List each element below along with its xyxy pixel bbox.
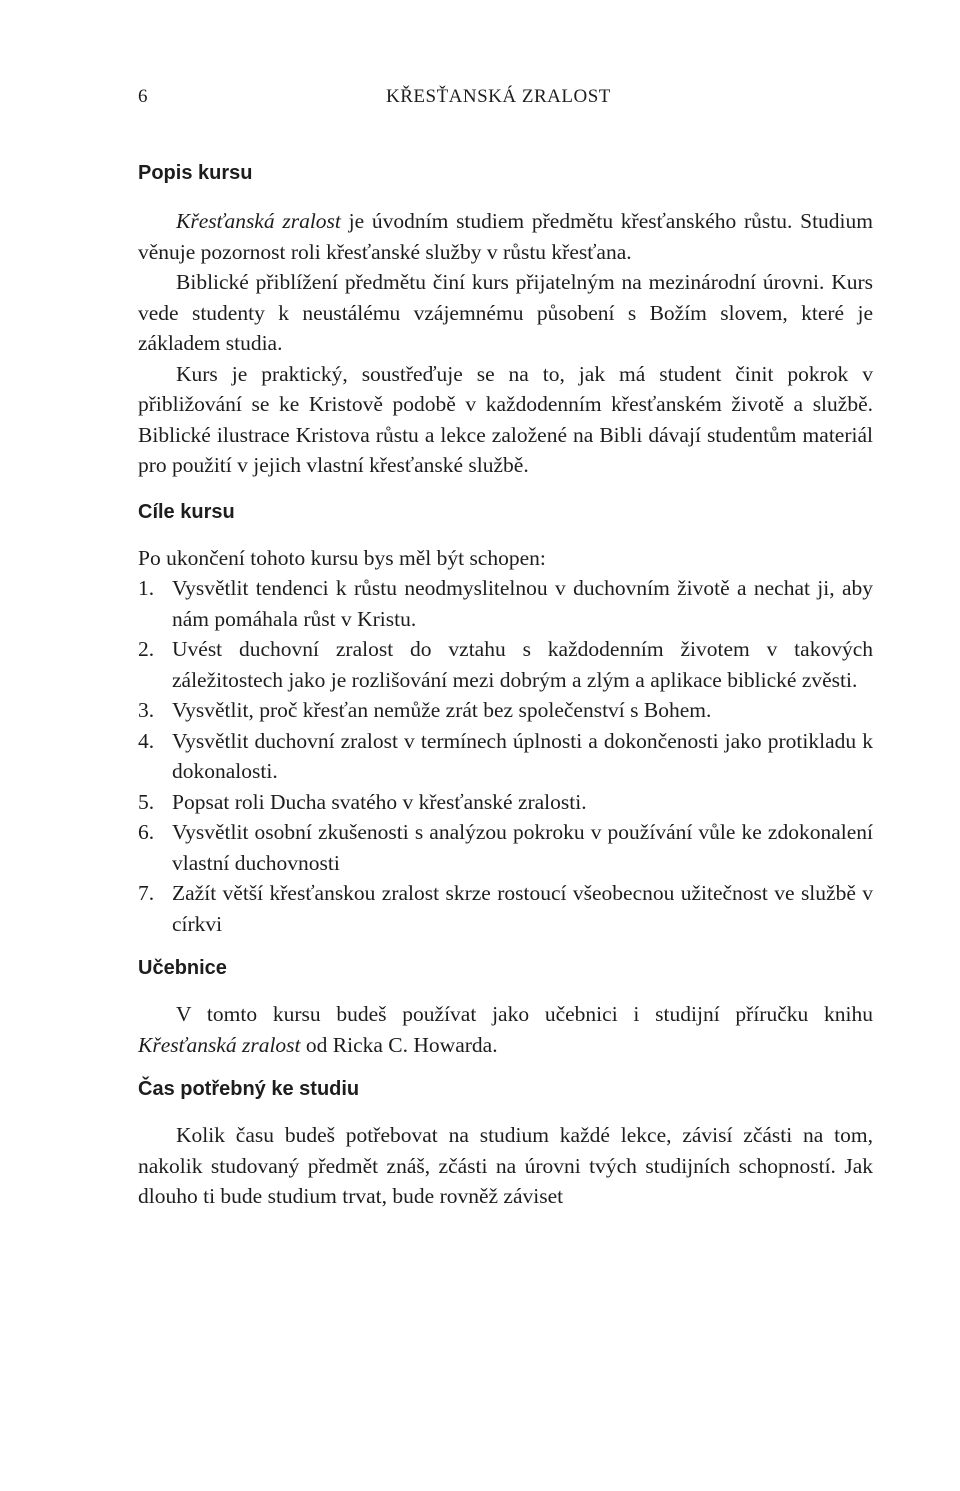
item-text: Vysvětlit tendenci k růstu neodmyslitelnou v duchovním životě a nechat ji, aby nám pomáhala růst v Kristu.: [172, 576, 873, 631]
paragraph-text: od Ricka C. Howarda.: [300, 1032, 498, 1057]
paragraph: [138, 999, 873, 1060]
paragraph-text: je úvodním studiem předmětu křesťanského růstu. Studium věnuje pozornost roli křesťanské služby v růstu křesťana.: [138, 209, 873, 264]
item-number: 4.: [138, 728, 155, 753]
page-number: 6: [138, 86, 148, 107]
list-item: [138, 573, 873, 634]
section-textbook: [138, 953, 873, 1060]
item-number: 2.: [138, 637, 155, 661]
item-number: 6.: [138, 820, 155, 844]
running-title: KŘESŤANSKÁ ZRALOST: [386, 86, 611, 107]
section-heading: Cíle kursu: [138, 500, 235, 523]
item-text: Zažít větší křesťanskou zralost skrze rostoucí všeobecnou užitečnost ve službě v církvi: [172, 881, 873, 936]
item-number: 1.: [138, 576, 155, 600]
item-text: Vysvětlit osobní zkušenosti s analýzou pokroku v používání vůle ke zdokonalení vlastní duchovnosti: [172, 820, 873, 875]
book-title: Křesťanská zralost: [176, 209, 341, 233]
paragraph-text: V tomto kursu budeš používat jako učebnici i studijní příručku knihu: [176, 1002, 873, 1026]
section-course-description: [138, 158, 873, 481]
item-number: 3.: [138, 698, 155, 722]
list-item: [138, 695, 873, 726]
item-text: Uvést duchovní zralost do vztahu s každodenním životem v takových záležitostech jako je rozlišování mezi dobrým a zlým a aplikace biblické zvěsti.: [172, 637, 873, 692]
book-title: Křesťanská zralost: [138, 1032, 301, 1057]
list-item: [138, 726, 873, 787]
section-heading: Učebnice: [138, 957, 227, 979]
section-heading: Popis kursu: [138, 162, 253, 184]
list-item: [138, 817, 873, 878]
item-number: 5.: [138, 789, 155, 814]
item-text: Vysvětlit, proč křesťan nemůže zrát bez společenství s Bohem.: [172, 698, 712, 722]
paragraph: Kolik času budeš potřebovat na studium každé lekce, závisí zčásti na tom, nakolik studovaný předmět znáš, zčásti na úrovni tvých studijních schopností. Jak dlouho ti bude studium trvat, bude rovněž záviset: [138, 1123, 873, 1208]
list-item: [138, 878, 873, 939]
item-number: 7.: [138, 881, 155, 905]
page-content: [138, 158, 873, 1212]
list-item: [138, 787, 873, 818]
goals-list: [138, 573, 873, 939]
paragraph: Kurs je praktický, soustřeďuje se na to, jak má student činit pokrok v přibližování se ke Kristově podobě v každodenním křesťanském životě a službě. Biblické ilustrace Kristova růstu a lekce založené na Bibli dávají studentům materiál pro použití v jejich vlastní křesťanské službě.: [138, 361, 873, 477]
item-text: Popsat roli Ducha svatého v křesťanské zralosti.: [172, 789, 587, 814]
section-course-goals: [138, 497, 873, 940]
section-study-time: [138, 1074, 873, 1212]
section-heading: Čas potřebný ke studiu: [138, 1078, 360, 1100]
item-text: Vysvětlit duchovní zralost v termínech úplnosti a dokončenosti jako protikladu k dokonalosti.: [172, 728, 873, 783]
goals-intro: Po ukončení tohoto kursu bys měl být schopen:: [138, 545, 546, 570]
running-header: [138, 86, 873, 116]
list-item: [138, 634, 873, 695]
paragraph: Biblické přiblížení předmětu činí kurs přijatelným na mezinárodní úrovni. Kurs vede studenty k neustálému vzájemnému působení s Božím slovem, které je základem studia.: [138, 270, 873, 355]
paragraph: [138, 206, 873, 267]
